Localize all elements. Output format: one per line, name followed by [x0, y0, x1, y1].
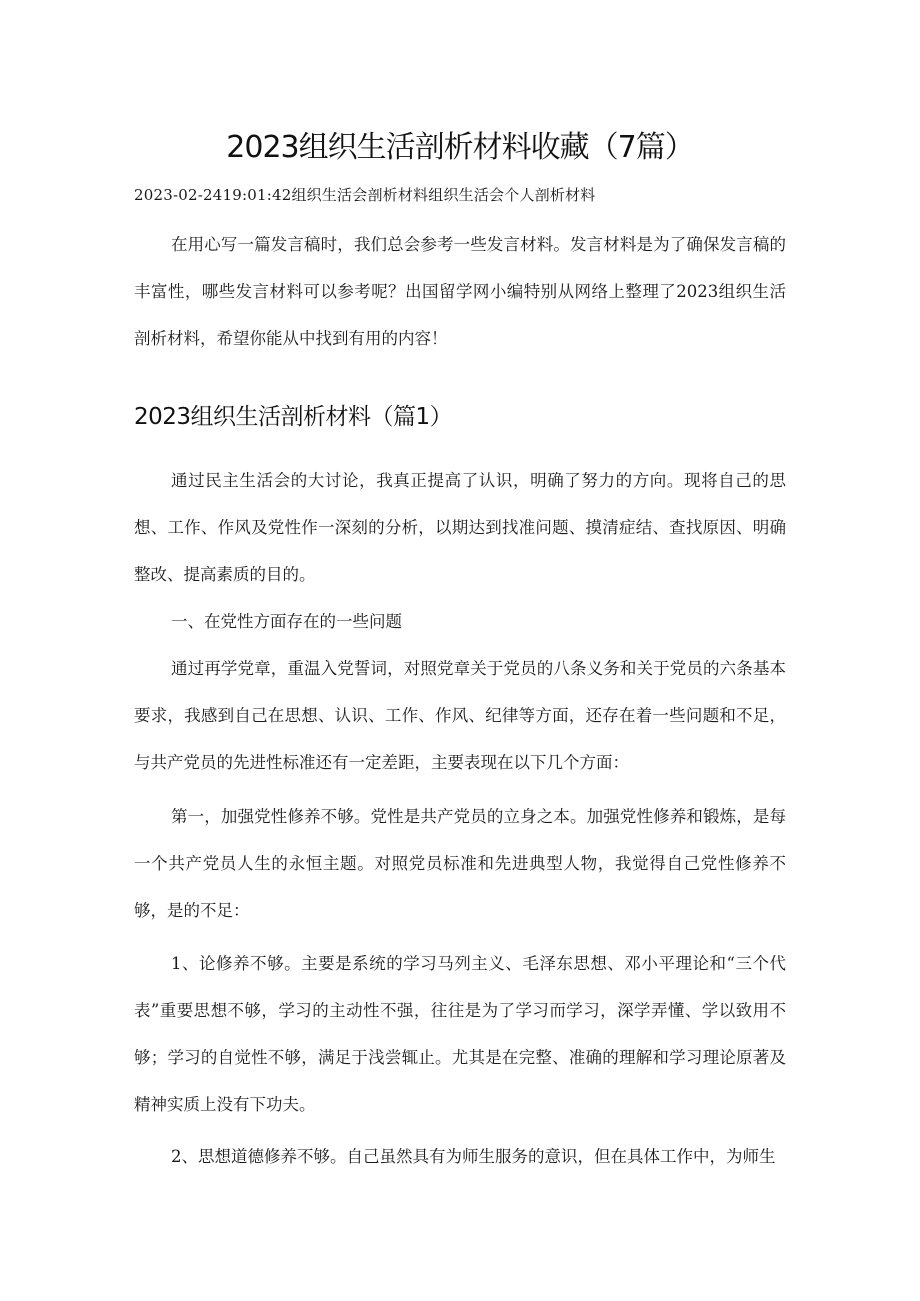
body-paragraph: 通过民主生活会的大讨论，我真正提高了认识，明确了努力的方向。现将自己的思想、工作、作风及党性作一深刻的分析，以期达到找准问题、摸清症结、查找原因、明确整改、提高素质的目的。 — [134, 471, 786, 584]
body-paragraph: 2、思想道德修养不够。自己虽然具有为师生服务的意识，但在具体工作中，为师生 — [171, 1147, 776, 1166]
body-paragraph: 1、论修养不够。主要是系统的学习马列主义、毛泽东思想、邓小平理论和“三个代表”重要思想不够，学习的主动性不强，往往是为了学习而学习，深学弄懂、学以致用不够；学习的自觉性不够，满足于浅尝辄止。尤其是在完整、准确的理解和学习理论原著及精神实质上没有下功夫。 — [134, 954, 786, 1114]
body-paragraph: 第一，加强党性修养不够。党性是共产党员的立身之本。加强党性修养和锻炼，是每一个共产党员人生的永恒主题。对照党员标准和先进典型人物，我觉得自己党性修养不够，是的不足： — [134, 807, 786, 920]
document-meta: 2023-02-2419:01:42组织生活会剖析材料组织生活会个人剖析材料 — [134, 186, 596, 204]
intro-paragraph: 在用心写一篇发言稿时，我们总会参考一些发言材料。发言材料是为了确保发言稿的丰富性，哪些发言材料可以参考呢？出国留学网小编特别从网络上整理了2023组织生活剖析材料，希望你能从中找到有用的内容！ — [134, 235, 786, 348]
document-title: 2023组织生活剖析材料收藏（7篇） — [226, 130, 694, 165]
body-paragraph: 通过再学党章，重温入党誓词，对照党章关于党员的八条义务和关于党员的六条基本要求，我感到自己在思想、认识、工作、作风、纪律等方面，还存在着一些问题和不足，与共产党员的先进性标准还有一定差距，主要表现在以下几个方面： — [134, 659, 786, 772]
body-paragraph: 一、在党性方面存在的一些问题 — [171, 612, 402, 631]
section-heading: 2023组织生活剖析材料（篇1） — [134, 404, 453, 430]
